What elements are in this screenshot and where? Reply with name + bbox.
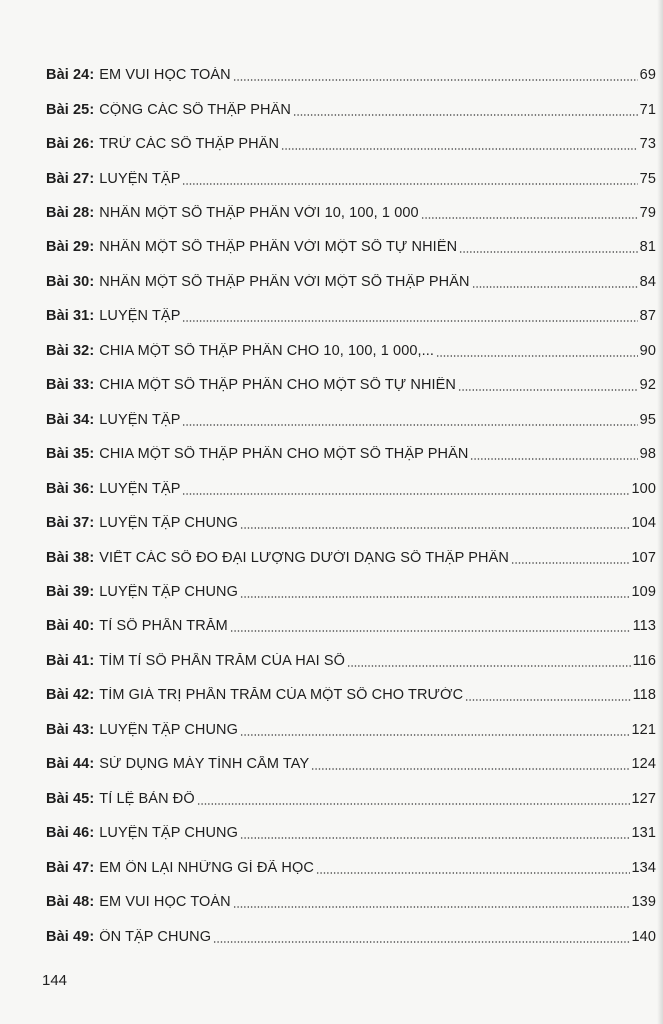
- lesson-page-ref: 95: [639, 411, 656, 428]
- lesson-label: Bài 46:: [46, 825, 95, 842]
- lesson-label: Bài 28:: [46, 205, 95, 222]
- lesson-page-ref: 104: [631, 515, 656, 532]
- lesson-title: NHÂN MỘT SỐ THẬP PHÂN VỚI 10, 100, 1 000: [99, 205, 419, 222]
- dot-leader: [233, 79, 638, 81]
- lesson-page-ref: 69: [639, 67, 656, 84]
- dot-leader: [316, 872, 630, 874]
- lesson-page-ref: 124: [631, 756, 656, 773]
- lesson-page-ref: 113: [632, 618, 656, 635]
- toc-entry: [46, 816, 656, 850]
- lesson-label: Bài 24:: [46, 67, 95, 84]
- toc-entry: [46, 127, 656, 161]
- lesson-page-ref: 81: [639, 239, 656, 256]
- dot-leader: [281, 148, 638, 150]
- lesson-page-ref: 127: [631, 790, 656, 807]
- toc-entry: [46, 196, 656, 230]
- lesson-title: LUYỆN TẬP CHUNG: [99, 584, 238, 601]
- lesson-page-ref: 71: [639, 101, 656, 118]
- lesson-label: Bài 36:: [46, 480, 95, 497]
- lesson-title: SỬ DỤNG MÁY TÍNH CẦM TAY: [99, 756, 310, 773]
- lesson-title: TÌM TỈ SỐ PHẦN TRĂM CỦA HAI SỐ: [99, 652, 346, 669]
- dot-leader: [230, 630, 631, 632]
- lesson-page-ref: 134: [631, 859, 656, 876]
- lesson-title: NHÂN MỘT SỐ THẬP PHÂN VỚI MỘT SỐ THẬP PHÂN: [99, 273, 470, 290]
- lesson-label: Bài 29:: [46, 239, 95, 256]
- lesson-page-ref: 87: [639, 308, 656, 325]
- toc-entry: [46, 644, 656, 678]
- lesson-page-ref: 73: [639, 136, 656, 153]
- toc-entry: [46, 403, 656, 437]
- lesson-page-ref: 90: [639, 342, 656, 359]
- toc-entry: [46, 437, 656, 471]
- binding-shadow: [657, 0, 663, 1024]
- dot-leader: [182, 493, 629, 495]
- lesson-label: Bài 32:: [46, 342, 95, 359]
- lesson-label: Bài 47:: [46, 859, 95, 876]
- dot-leader: [347, 665, 631, 667]
- lesson-page-ref: 139: [631, 894, 656, 911]
- lesson-page-ref: 107: [631, 549, 656, 566]
- toc-entry: [46, 919, 656, 953]
- lesson-page-ref: 98: [639, 446, 656, 463]
- dot-leader: [511, 562, 630, 564]
- dot-leader: [293, 114, 638, 116]
- lesson-label: Bài 45:: [46, 790, 95, 807]
- lesson-title: CHIA MỘT SỐ THẬP PHÂN CHO MỘT SỐ THẬP PHÂN: [99, 446, 469, 463]
- dot-leader: [421, 217, 638, 219]
- lesson-page-ref: 118: [632, 687, 656, 704]
- page-number: 144: [42, 972, 68, 989]
- dot-leader: [182, 320, 637, 322]
- lesson-label: Bài 31:: [46, 308, 95, 325]
- lesson-page-ref: 92: [639, 377, 656, 394]
- lesson-label: Bài 40:: [46, 618, 95, 635]
- dot-leader: [436, 355, 638, 357]
- dot-leader: [465, 699, 630, 701]
- lesson-page-ref: 75: [639, 170, 656, 187]
- dot-leader: [470, 458, 637, 460]
- toc-entry: [46, 92, 656, 126]
- dot-leader: [233, 906, 630, 908]
- lesson-title: CỘNG CÁC SỐ THẬP PHÂN: [99, 101, 291, 118]
- table-of-contents: [46, 58, 656, 954]
- toc-entry: [46, 782, 656, 816]
- lesson-title: NHÂN MỘT SỐ THẬP PHÂN VỚI MỘT SỐ TỰ NHIÊN: [99, 239, 458, 256]
- toc-entry: [46, 540, 656, 574]
- toc-entry: [46, 850, 656, 884]
- lesson-label: Bài 35:: [46, 446, 95, 463]
- lesson-title: LUYỆN TẬP CHUNG: [99, 825, 238, 842]
- toc-entry: [46, 506, 656, 540]
- dot-leader: [472, 286, 638, 288]
- dot-leader: [213, 941, 629, 943]
- lesson-page-ref: 131: [631, 825, 656, 842]
- toc-entry: [46, 299, 656, 333]
- lesson-title: LUYỆN TẬP: [99, 411, 181, 428]
- dot-leader: [240, 837, 630, 839]
- lesson-title: EM VUI HỌC TOÁN: [99, 894, 231, 911]
- lesson-label: Bài 42:: [46, 687, 95, 704]
- lesson-title: VIẾT CÁC SỐ ĐO ĐẠI LƯỢNG DƯỚI DẠNG SỐ THẬP PHÂN: [99, 549, 509, 566]
- lesson-page-ref: 121: [631, 721, 656, 738]
- lesson-page-ref: 140: [631, 928, 656, 945]
- toc-entry: [46, 471, 656, 505]
- dot-leader: [459, 251, 638, 253]
- dot-leader: [240, 527, 630, 529]
- toc-entry: [46, 678, 656, 712]
- lesson-label: Bài 38:: [46, 549, 95, 566]
- toc-entry: [46, 230, 656, 264]
- lesson-label: Bài 48:: [46, 894, 95, 911]
- lesson-title: ÔN TẬP CHUNG: [99, 928, 212, 945]
- lesson-title: CHIA MỘT SỐ THẬP PHÂN CHO 10, 100, 1 000,...: [99, 342, 435, 359]
- dot-leader: [197, 803, 630, 805]
- lesson-label: Bài 33:: [46, 377, 95, 394]
- lesson-label: Bài 34:: [46, 411, 95, 428]
- toc-entry: [46, 575, 656, 609]
- lesson-page-ref: 109: [631, 584, 656, 601]
- lesson-label: Bài 44:: [46, 756, 95, 773]
- lesson-title: LUYỆN TẬP: [99, 480, 181, 497]
- lesson-title: LUYỆN TẬP CHUNG: [99, 721, 238, 738]
- lesson-title: LUYỆN TẬP CHUNG: [99, 515, 238, 532]
- lesson-title: EM ÔN LẠI NHỮNG GÌ ĐÃ HỌC: [99, 859, 314, 876]
- lesson-title: LUYỆN TẬP: [99, 170, 181, 187]
- dot-leader: [458, 389, 638, 391]
- lesson-label: Bài 27:: [46, 170, 95, 187]
- lesson-label: Bài 41:: [46, 652, 95, 669]
- lesson-title: LUYỆN TẬP: [99, 308, 181, 325]
- lesson-page-ref: 79: [639, 205, 656, 222]
- lesson-title: TÌM GIÁ TRỊ PHẦN TRĂM CỦA MỘT SỐ CHO TRƯỚC: [99, 687, 464, 704]
- toc-entry: [46, 161, 656, 195]
- toc-entry: [46, 334, 656, 368]
- dot-leader: [311, 768, 629, 770]
- lesson-label: Bài 30:: [46, 273, 95, 290]
- toc-entry: [46, 885, 656, 919]
- lesson-page-ref: 84: [639, 273, 656, 290]
- dot-leader: [182, 183, 637, 185]
- lesson-title: CHIA MỘT SỐ THẬP PHÂN CHO MỘT SỐ TỰ NHIÊN: [99, 377, 457, 394]
- lesson-page-ref: 100: [631, 480, 656, 497]
- lesson-label: Bài 39:: [46, 584, 95, 601]
- lesson-label: Bài 26:: [46, 136, 95, 153]
- lesson-title: TRỪ CÁC SỐ THẬP PHÂN: [99, 136, 280, 153]
- toc-entry: [46, 747, 656, 781]
- lesson-label: Bài 43:: [46, 721, 95, 738]
- toc-entry: [46, 713, 656, 747]
- dot-leader: [240, 596, 630, 598]
- lesson-title: TỈ LỆ BẢN ĐỒ: [99, 790, 195, 807]
- lesson-label: Bài 25:: [46, 101, 95, 118]
- lesson-title: TỈ SỐ PHẦN TRĂM: [99, 618, 228, 635]
- toc-entry: [46, 609, 656, 643]
- dot-leader: [240, 734, 630, 736]
- dot-leader: [182, 424, 637, 426]
- lesson-label: Bài 49:: [46, 928, 95, 945]
- toc-entry: [46, 368, 656, 402]
- lesson-title: EM VUI HỌC TOÁN: [99, 67, 231, 84]
- lesson-label: Bài 37:: [46, 515, 95, 532]
- toc-entry: [46, 265, 656, 299]
- lesson-page-ref: 116: [632, 652, 656, 669]
- toc-entry: [46, 58, 656, 92]
